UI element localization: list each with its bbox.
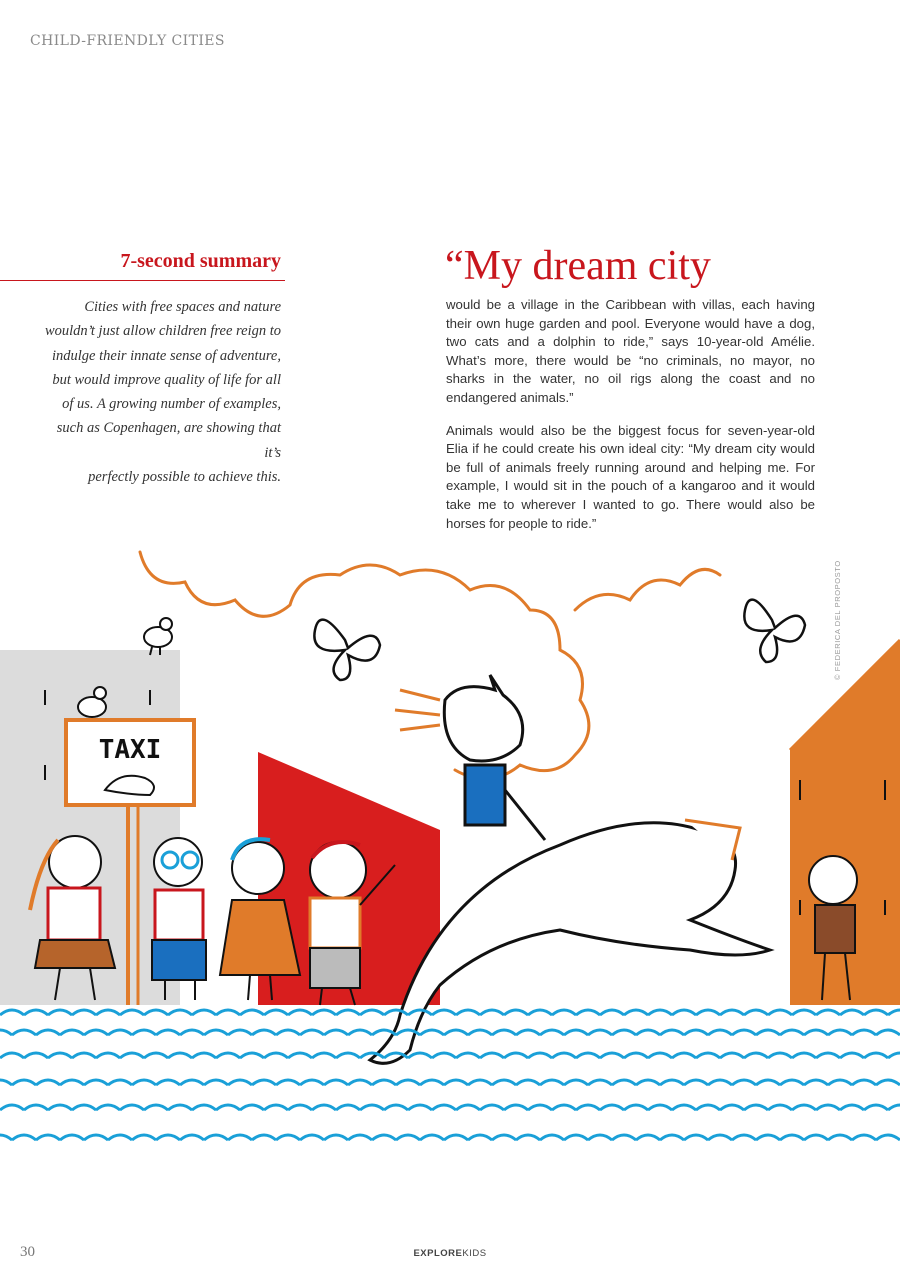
footer-brand-light: KIDS xyxy=(462,1248,487,1259)
section-label: CHILD-FRIENDLY CITIES xyxy=(30,33,225,49)
wave-row xyxy=(0,1053,900,1058)
summary-line: indulge their innate sense of adventure, xyxy=(52,347,281,364)
footer-brand-bold: EXPLORE xyxy=(413,1248,463,1259)
summary-heading: 7-second summary xyxy=(120,250,281,272)
wave-row xyxy=(0,1080,900,1085)
taxi-sign-label: TAXI xyxy=(98,735,162,765)
summary-text xyxy=(40,295,281,489)
article-headline: “My dream city xyxy=(445,243,711,289)
summary-line: of us. A growing number of examples, xyxy=(62,396,281,413)
wave-row xyxy=(0,1010,900,1015)
summary-divider xyxy=(0,280,285,281)
summary-line: but would improve quality of life for all xyxy=(52,371,281,388)
rider-child xyxy=(395,675,545,840)
water-waves xyxy=(0,1010,900,1140)
dream-city-illustration xyxy=(0,540,900,1190)
wave-row xyxy=(0,1105,900,1110)
article-body xyxy=(446,296,815,547)
footer-brand xyxy=(0,1248,900,1259)
orange-cloud xyxy=(140,552,720,779)
summary-line: wouldn’t just allow children free reign to xyxy=(44,323,281,340)
article-paragraph: Animals would also be the biggest focus for seven-year-old Elia if he could create his own ideal city: “My dream city would be full of animals freely running around and helping me. For example, I would sit in the pouch of a kangaroo and it would take me to wherever I wanted to go. There would also be horses for people to ride.” xyxy=(446,422,815,531)
child-boy-glasses xyxy=(152,838,206,1000)
butterfly-icon xyxy=(744,600,805,662)
summary-line: such as Copenhagen, are showing that it’s xyxy=(56,420,281,461)
page-number: 30 xyxy=(20,1244,35,1260)
photo-credit: © FEDERICA DEL PROPOSTO xyxy=(833,560,842,680)
butterfly-icon xyxy=(314,620,380,680)
wave-row xyxy=(0,1030,900,1035)
bird-icon xyxy=(144,618,172,655)
wave-row xyxy=(0,1135,900,1140)
summary-line: Cities with free spaces and nature xyxy=(84,299,281,315)
article-paragraph: would be a village in the Caribbean with villas, each having their own huge garden and pool. Everyone would have a dog, two cats and a dolphin to ride,” says 10-year-old Amélie. What’s more, there would be “no criminals, no mayor, no sharks in the water, no oil rigs along the coast and no endangered animals.” xyxy=(446,297,815,405)
summary-line: perfectly possible to achieve this. xyxy=(88,469,281,486)
